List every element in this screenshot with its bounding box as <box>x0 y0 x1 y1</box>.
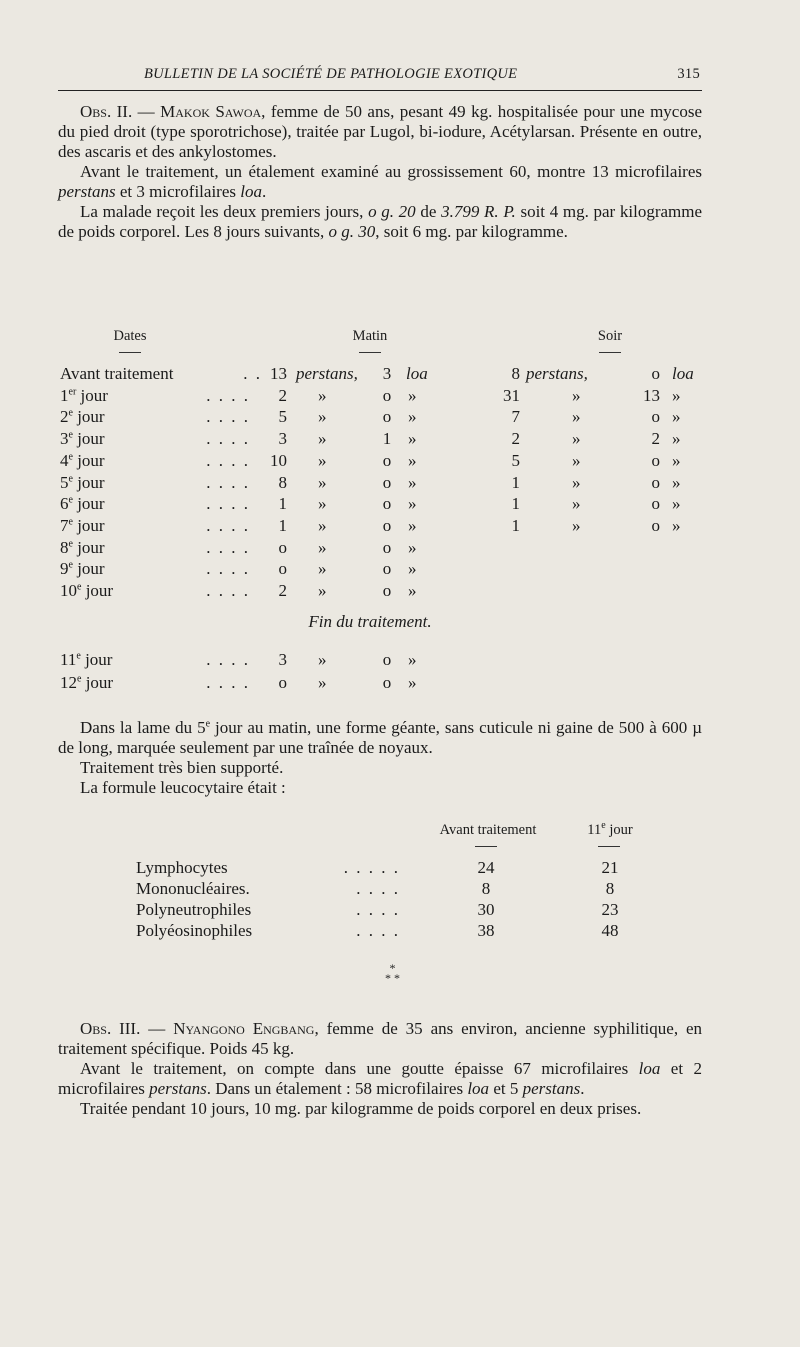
formula-after-value: 48 <box>601 921 619 940</box>
cell-matin-loa-label: » <box>408 559 417 579</box>
leader-dots: . . . . <box>206 385 250 405</box>
cell-matin-perstans-label: » <box>318 450 327 470</box>
cell-soir-loa-label: » <box>672 450 681 470</box>
end-of-treatment-label: Fin du traitement. <box>308 612 432 631</box>
cell-soir-perstans-label: » <box>572 429 581 449</box>
leader-dots: . . <box>243 364 262 383</box>
cell-soir-perstans-label: » <box>572 385 581 405</box>
cell-matin-loa: o <box>382 672 392 692</box>
cell-matin-loa-label: » <box>408 472 417 492</box>
header-rule <box>359 352 381 353</box>
table-row-date: Avant traitement <box>60 364 174 383</box>
cell-soir-loa-label: » <box>672 515 681 535</box>
cell-matin-perstans-label: » <box>318 650 327 669</box>
cell-matin-perstans-label: » <box>318 581 327 600</box>
table-row-date: 8e jour <box>60 537 105 557</box>
col-header-dates: Dates <box>113 328 147 344</box>
obs2-paragraph-1: Obs. II. — Makok Sawoa, femme de 50 ans, pesant 49 kg. hospitalisée pour une mycose du pied droit (type sporotrichose), traitée par Lugol, bi-iodure, Acétylarsan. Présente en outre, des ascaris et des ankylostomes. <box>58 102 703 161</box>
cell-soir-loa: o <box>651 407 660 427</box>
col-header-matin: Matin <box>352 328 388 344</box>
cell-soir-loa: o <box>651 472 660 492</box>
leader-dots: . . . . <box>206 494 250 514</box>
header-rule <box>119 352 141 353</box>
header-rule <box>598 846 620 847</box>
cell-soir-perstans-label: perstans, <box>526 364 588 383</box>
cell-matin-perstans: 2 <box>278 581 287 600</box>
obs2-followup <box>58 718 702 798</box>
cell-matin-loa-label: » <box>408 385 417 405</box>
table-row-date: 12e jour <box>60 672 114 692</box>
leader-dots: . . . . <box>206 429 250 449</box>
cell-matin-loa-label: » <box>408 407 417 427</box>
leader-dots: . . . . . <box>343 858 400 877</box>
cell-soir-loa-label: » <box>672 494 681 514</box>
cell-soir-loa-label: loa <box>672 364 694 383</box>
col-header-day11: 11e jour <box>587 820 633 838</box>
table-row-date: 10e jour <box>60 581 114 600</box>
cell-soir-perstans: 1 <box>511 515 520 535</box>
cell-matin-perstans: 2 <box>278 385 287 405</box>
table-row-date: 1er jour <box>60 385 108 405</box>
formula-before-value: 8 <box>481 879 491 898</box>
leader-dots: . . . . <box>356 900 400 919</box>
cell-soir-perstans-label: » <box>572 450 581 470</box>
cell-matin-loa: o <box>382 407 392 427</box>
cell-matin-loa: o <box>382 494 392 514</box>
cell-matin-perstans-label: » <box>318 407 327 427</box>
cell-matin-loa-label: loa <box>406 364 428 383</box>
cell-matin-perstans: 10 <box>270 450 287 470</box>
cell-matin-perstans: o <box>278 672 287 692</box>
cell-soir-loa: o <box>651 364 660 383</box>
cell-matin-loa: o <box>382 385 392 405</box>
cell-matin-loa: o <box>382 450 392 470</box>
cell-matin-perstans: 1 <box>278 494 287 514</box>
cell-soir-perstans: 1 <box>511 494 520 514</box>
cell-soir-perstans: 8 <box>511 364 520 383</box>
cell-soir-perstans-label: » <box>572 494 581 514</box>
cell-matin-perstans: o <box>278 559 287 579</box>
obs2-patient-name: Makok Sawoa <box>160 102 262 121</box>
cell-soir-loa: 2 <box>651 429 660 449</box>
running-header <box>58 64 702 91</box>
leader-dots: . . . . <box>206 537 250 557</box>
leader-dots: . . . . <box>206 450 250 470</box>
cell-matin-loa: o <box>382 515 392 535</box>
leader-dots: . . . . <box>206 581 250 600</box>
cell-matin-loa-label: » <box>408 581 417 600</box>
formula-before-value: 24 <box>477 858 495 877</box>
leader-dots: . . . . <box>206 650 250 669</box>
cell-matin-perstans-label: » <box>318 494 327 514</box>
obs3-text <box>58 1019 702 1119</box>
cell-matin-loa: o <box>382 581 392 600</box>
obs2-paragraph-3: La malade reçoit les deux premiers jours, o g. 20 de 3.799 R. P. soit 4 mg. par kilogramme de poids corporel. Les 8 jours suivants, o g. 30, soit 6 mg. par kilogramme. <box>58 202 703 241</box>
cell-matin-perstans-label: » <box>318 672 327 692</box>
cell-matin-perstans: 13 <box>270 364 287 383</box>
obs2-text <box>58 102 702 242</box>
tolerance-paragraph: Traitement très bien supporté. <box>80 758 284 777</box>
leader-dots: . . . . <box>356 921 400 940</box>
cell-matin-perstans-label: » <box>318 385 327 405</box>
obs3-patient-name: Nyangono Engbang <box>173 1019 315 1038</box>
section-separator: * * * <box>385 961 400 985</box>
cell-matin-loa-label: » <box>408 494 417 514</box>
cell-matin-loa-label: » <box>408 672 417 692</box>
obs3-paragraph-1: Obs. III. — Nyangono Engbang, femme de 35 ans environ, ancienne syphilitique, en traitement spécifique. Poids 45 kg. <box>58 1019 703 1058</box>
cell-matin-perstans: o <box>278 537 287 557</box>
cell-matin-perstans: 5 <box>278 407 287 427</box>
table-row-date: 7e jour <box>60 515 105 535</box>
obs3-label: Obs. III. <box>80 1019 141 1038</box>
formula-intro: La formule leucocytaire était : <box>80 778 286 797</box>
cell-soir-perstans: 7 <box>511 407 520 427</box>
obs2-label: Obs. II. <box>80 102 133 121</box>
cell-soir-loa-label: » <box>672 407 681 427</box>
obs3-paragraph-3: Traitée pendant 10 jours, 10 mg. par kilogramme de poids corporel en deux prises. <box>80 1099 642 1118</box>
formula-row-label: Polyneutrophiles <box>136 900 252 919</box>
cell-matin-perstans-label: » <box>318 429 327 449</box>
table-row-date: 9e jour <box>60 559 105 579</box>
obs3-paragraph-2: Avant le traitement, on compte dans une goutte épaisse 67 microfilaires loa et 2 microfilaires perstans. Dans un étalement : 58 microfilaires loa et 5 perstans. <box>58 1059 702 1098</box>
cell-soir-loa-label: » <box>672 429 681 449</box>
cell-matin-loa-label: » <box>408 429 417 449</box>
cell-matin-perstans-label: perstans, <box>296 364 358 383</box>
cell-matin-perstans-label: » <box>318 472 327 492</box>
cell-soir-perstans: 31 <box>503 385 520 405</box>
leader-dots: . . . . <box>206 515 250 535</box>
cell-soir-perstans: 5 <box>511 450 520 470</box>
table-row-date: 6e jour <box>60 494 105 514</box>
cell-matin-perstans-label: » <box>318 515 327 535</box>
formula-before-value: 38 <box>477 921 495 940</box>
cell-soir-loa-label: » <box>672 472 681 492</box>
cell-matin-perstans-label: » <box>318 559 327 579</box>
cell-soir-perstans-label: » <box>572 472 581 492</box>
cell-matin-loa-label: » <box>408 515 417 535</box>
header-rule <box>475 846 497 847</box>
cell-soir-loa: o <box>651 450 660 470</box>
cell-matin-loa-label: » <box>408 650 417 669</box>
cell-soir-perstans-label: » <box>572 407 581 427</box>
leader-dots: . . . . <box>356 879 400 898</box>
formula-after-value: 23 <box>601 900 619 919</box>
cell-matin-perstans: 8 <box>278 472 287 492</box>
formula-after-value: 21 <box>601 858 619 877</box>
cell-soir-loa: o <box>651 494 660 514</box>
leader-dots: . . . . <box>206 672 250 692</box>
table-row-date: 4e jour <box>60 450 105 470</box>
running-title: BULLETIN DE LA SOCIÉTÉ DE PATHOLOGIE EXOTIQUE <box>144 66 518 82</box>
cell-matin-loa-label: » <box>408 537 417 557</box>
table-row-date: 11e jour <box>60 650 113 669</box>
cell-matin-loa-label: » <box>408 450 417 470</box>
cell-soir-loa: o <box>651 515 660 535</box>
table-row-date: 3e jour <box>60 429 105 449</box>
table-row-date: 2e jour <box>60 407 105 427</box>
leader-dots: . . . . <box>206 472 250 492</box>
formula-before-value: 30 <box>477 900 495 919</box>
cell-matin-perstans: 3 <box>278 650 287 669</box>
cell-soir-perstans: 2 <box>511 429 520 449</box>
cell-matin-loa: 3 <box>382 364 392 383</box>
page-number: 315 <box>677 66 700 82</box>
cell-soir-perstans-label: » <box>572 515 581 535</box>
cell-matin-loa: o <box>382 472 392 492</box>
cell-soir-loa: 13 <box>643 385 660 405</box>
cell-soir-loa-label: » <box>672 385 681 405</box>
cell-soir-perstans: 1 <box>511 472 520 492</box>
table-row-date: 5e jour <box>60 472 105 492</box>
leader-dots: . . . . <box>206 407 250 427</box>
formula-row-label: Mononucléaires. <box>136 879 250 898</box>
cell-matin-loa: 1 <box>382 429 392 449</box>
formula-row-label: Lymphocytes <box>136 858 228 877</box>
leader-dots: . . . . <box>206 559 250 579</box>
formula-after-value: 8 <box>605 879 615 898</box>
col-header-before: Avant traitement <box>439 822 537 838</box>
cell-matin-loa: o <box>382 559 392 579</box>
giant-form-paragraph: Dans la lame du 5e jour au matin, une forme géante, sans cuticule ni gaine de 500 à 600 µ de long, marquée seulement par une traînée de noyaux. <box>58 718 702 757</box>
cell-matin-loa: o <box>382 650 392 669</box>
obs2-paragraph-2: Avant le traitement, un étalement examiné au grossissement 60, montre 13 microfilaires perstans et 3 microfilaires loa. <box>58 162 702 201</box>
cell-matin-perstans: 1 <box>278 515 287 535</box>
cell-matin-perstans: 3 <box>278 429 287 449</box>
col-header-soir: Soir <box>597 328 623 344</box>
cell-matin-loa: o <box>382 537 392 557</box>
formula-row-label: Polyéosinophiles <box>136 921 253 940</box>
cell-matin-perstans-label: » <box>318 537 327 557</box>
header-rule <box>599 352 621 353</box>
